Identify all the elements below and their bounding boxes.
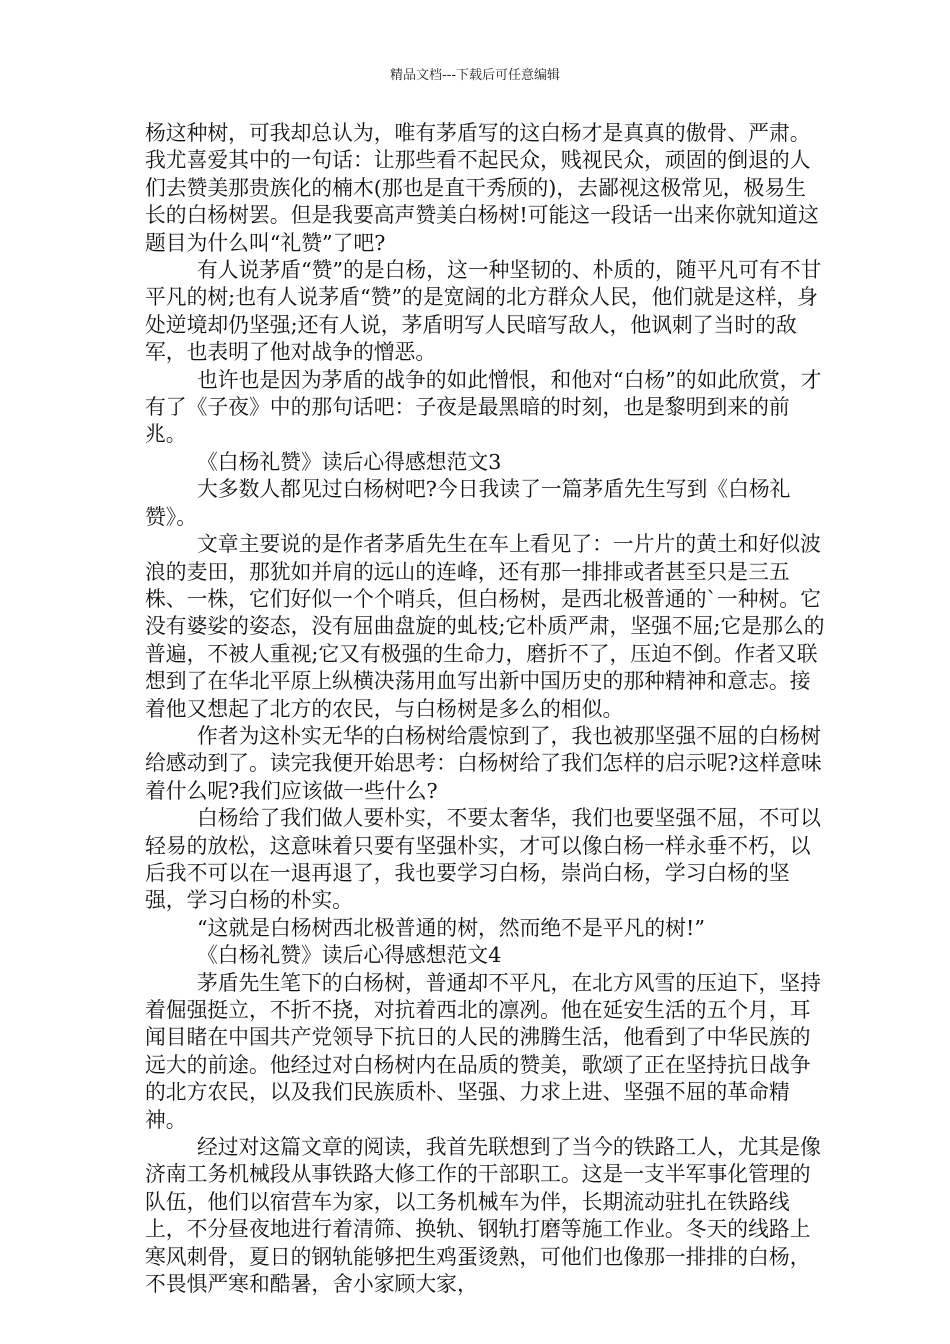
paragraph: 文章主要说的是作者茅盾先生在车上看见了：一片片的黄土和好似波浪的麦田，那犹如并肩的远山的连峰，还有那一排排或者甚至只是三五株、一株，它们好似一个个哨兵，但白杨树，是西北极普通的`一种树。它没有婆娑的姿态，没有屈曲盘旋的虬枝;它朴质严肃，坚强不屈;它是那么的普遍，不被人重视;它又有极强的生命力，磨折不了，压迫不倒。作者又联想到了在华北平原上纵横决荡用血写出新中国历史的那种精神和意志。接着他又想起了北方的农民，与白杨树是多么的相似。 — [145, 532, 825, 721]
paragraph: 有人说茅盾“赞”的是白杨，这一种坚韧的、朴质的，随平凡可有不甘平凡的树;也有人说茅盾“赞”的是宽阔的北方群众人民，他们就是这样，身处逆境却仍坚强;还有人说，茅盾明写人民暗写敌人，他讽刺了当时的敌军，也表明了他对战争的憎恶。 — [145, 258, 822, 365]
page-header: 精品文档---下载后可任意编辑 — [389, 68, 561, 83]
section-heading: 《白杨礼赞》读后心得感想范文4 — [197, 943, 502, 968]
paragraph: 茅盾先生笔下的白杨树，普通却不平凡，在北方风雪的压迫下，坚持着倔强挺立，不折不挠，对抗着西北的凛冽。他在延安生活的五个月，耳闻目睹在中国共产党领导下抗日的人民的沸腾生活，他看到了中华民族的远大的前途。他经过对白杨树内在品质的赞美，歌颂了正在坚持抗日战争的北方农民，以及我们民族质朴、坚强、力求上进、坚强不屈的革命精神。 — [145, 970, 821, 1132]
paragraph: 也许也是因为茅盾的战争的如此憎恨，和他对“白杨”的如此欣赏，才有了《子夜》中的那句话吧：子夜是最黑暗的时刻，也是黎明到来的前兆。 — [145, 367, 822, 447]
paragraph: 杨这种树，可我却总认为，唯有茅盾写的这白杨才是真真的傲骨、严肃。我尤喜爱其中的一句话：让那些看不起民众，贱视民众，顽固的倒退的人们去赞美那贵族化的楠木(那也是直干秀颀的)，去鄙视这极常见，极易生长的白杨树罢。但是我要高声赞美白杨树!可能这一段话一出来你就知道这题目为什么叫“礼赞”了吧? — [145, 121, 819, 255]
paragraph: 作者为这朴实无华的白杨树给震惊到了，我也被那坚强不屈的白杨树给感动到了。读完我便开始思考：白杨树给了我们怎样的启示呢?这样意味着什么呢?我们应该做一些什么? — [145, 723, 822, 803]
paragraph: 大多数人都见过白杨树吧?今日我读了一篇茅盾先生写到《白杨礼赞》。 — [145, 477, 791, 529]
document-body — [145, 120, 825, 1298]
quote-line: “这就是白杨树西北极普通的树，然而绝不是平凡的树!” — [197, 915, 705, 940]
paragraph: 经过对这篇文章的阅读，我首先联想到了当今的铁路工人，尤其是像济南工务机械段从事铁路大修工作的干部职工。这是一支半军事化管理的队伍，他们以宿营车为家，以工务机械车为伴，长期流动驻扎在铁路线上，不分昼夜地进行着清筛、换轨、钢轨打磨等施工作业。冬天的线路上寒风刺骨，夏日的钢轨能够把生鸡蛋烫熟，可他们也像那一排排的白杨，不畏惧严寒和酷暑，舍小家顾大家， — [145, 1135, 821, 1297]
paragraph: 白杨给了我们做人要朴实，不要太奢华，我们也要坚强不屈，不可以轻易的放松，这意味着只要有坚强朴实，才可以像白杨一样永垂不朽，以后我不可以在一退再退了，我也要学习白杨，崇尚白杨，学习白杨的坚强，学习白杨的朴实。 — [145, 806, 821, 913]
section-heading: 《白杨礼赞》读后心得感想范文3 — [197, 449, 502, 474]
